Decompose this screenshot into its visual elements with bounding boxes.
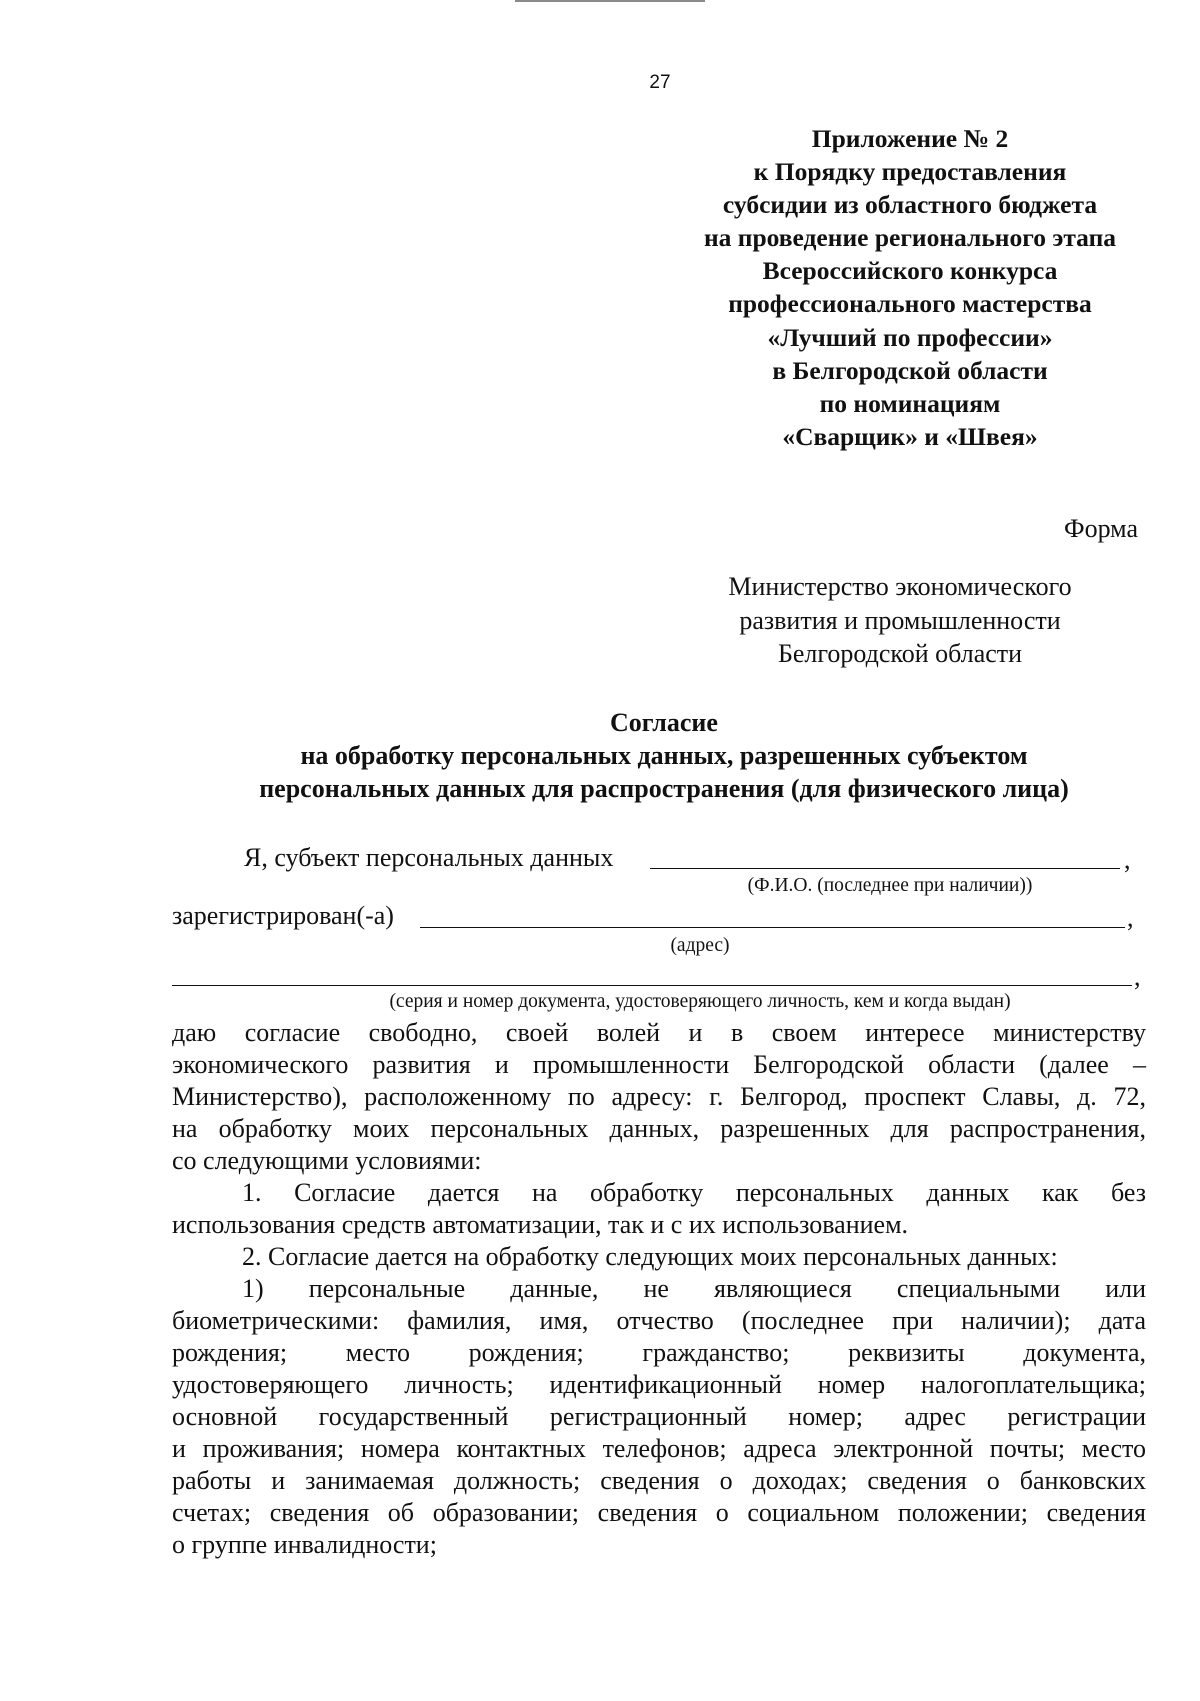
body-line: рождения; место рождения; гражданство; реквизиты документа,: [172, 1338, 1146, 1367]
body-line: даю согласие свободно, своей волей и в своем интересе министерству: [172, 1018, 1146, 1047]
top-edge-line: [515, 0, 705, 2]
body-line: 2. Согласие дается на обработку следующих моих персональных данных:: [242, 1242, 1058, 1271]
subject-label: Я, субъект персональных данных: [244, 843, 614, 872]
subject-name-line[interactable]: [650, 868, 1120, 869]
appendix-line: профессионального мастерства: [728, 289, 1092, 319]
appendix-line: Приложение № 2: [811, 124, 1009, 153]
document-title: [172, 706, 1156, 805]
body-line: основной государственный регистрационный номер; адрес регистрации: [172, 1402, 1146, 1431]
body-line: о группе инвалидности;: [172, 1530, 437, 1559]
registered-label: зарегистрирован(-а): [172, 901, 394, 930]
body-line: использования средств автоматизации, так и с их использованием.: [172, 1210, 909, 1239]
address-hint: (адрес): [670, 935, 730, 956]
recipient-block: [690, 570, 1110, 671]
appendix-line: Всероссийского конкурса: [762, 256, 1058, 286]
title-line: персональных данных для распространения (для физического лица): [259, 774, 1069, 803]
body-line: 1. Согласие дается на обработку персональных данных как без: [242, 1178, 1146, 1207]
appendix-line: «Сварщик» и «Швея»: [782, 421, 1038, 451]
title-line: на обработку персональных данных, разрешенных субъектом: [300, 741, 1028, 770]
recipient-line: развития и промышленности: [739, 605, 1061, 635]
body-line: со следующими условиями:: [172, 1146, 482, 1175]
consent-body: [172, 1017, 1146, 1561]
recipient-line: Министерство экономического: [728, 572, 1072, 601]
appendix-line: к Порядку предоставления: [753, 157, 1067, 187]
comma: ,: [1134, 962, 1141, 991]
body-line: Министерство), расположенному по адресу: г. Белгород, проспект Славы, д. 72,: [172, 1082, 1146, 1111]
body-line: и проживания; номера контактных телефонов; адреса электронной почты; место: [172, 1434, 1146, 1463]
body-line: экономического развития и промышленности Белгородской области (далее –: [172, 1050, 1146, 1079]
body-line: 1) персональные данные, не являющиеся специальными или: [242, 1274, 1146, 1303]
form-label: Форма: [1064, 514, 1138, 543]
appendix-line: «Лучший по профессии»: [767, 322, 1053, 352]
body-line: счетах; сведения об образовании; сведения о социальном положении; сведения: [172, 1498, 1146, 1527]
subject-name-hint: (Ф.И.О. (последнее при наличии)): [747, 875, 1033, 896]
appendix-line: по номинациям: [819, 388, 1001, 418]
appendix-line: на проведение регионального этапа: [703, 223, 1117, 253]
title-line: Согласие: [610, 708, 718, 737]
recipient-line: Белгородской области: [777, 639, 1023, 668]
appendix-line: в Белгородской области: [772, 355, 1048, 385]
address-line[interactable]: [420, 927, 1125, 928]
body-line: работы и занимаемая должность; сведения о доходах; сведения о банковских: [172, 1466, 1146, 1495]
appendix-line: субсидии из областного бюджета: [722, 190, 1098, 220]
identity-document-hint: (серия и номер документа, удостоверяющего личность, кем и когда выдан): [389, 991, 1011, 1012]
comma: ,: [1127, 903, 1134, 932]
appendix-header: [620, 122, 1200, 453]
body-line: удостоверяющего личность; идентификационный номер налогоплательщика;: [172, 1370, 1146, 1399]
page-number: 27: [649, 72, 671, 93]
body-line: биометрическими: фамилия, имя, отчество (последнее при наличии); дата: [172, 1306, 1146, 1335]
body-line: на обработку моих персональных данных, разрешенных для распространения,: [172, 1114, 1146, 1143]
comma: ,: [1124, 845, 1131, 874]
identity-document-line[interactable]: [172, 985, 1132, 986]
